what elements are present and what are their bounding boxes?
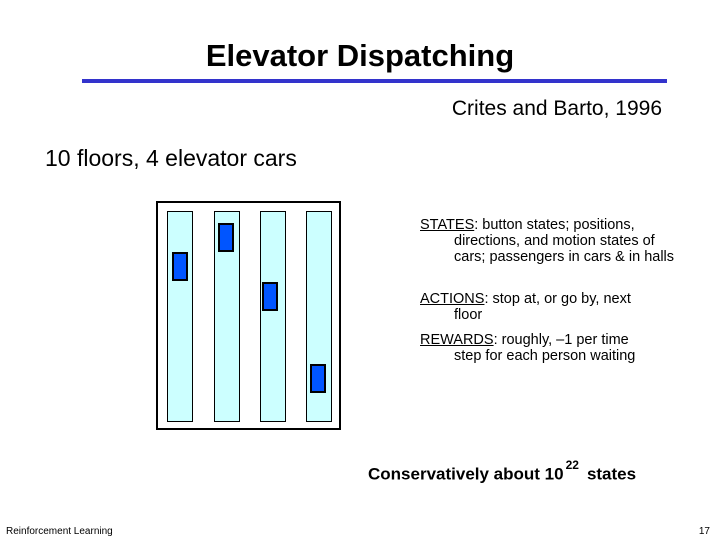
- estimate-exponent: 22: [565, 458, 579, 472]
- page-number: 17: [698, 526, 710, 537]
- elevator-car-1: [172, 252, 188, 281]
- elevator-car-3: [262, 282, 278, 311]
- elevator-building-diagram: [156, 201, 341, 430]
- subtitle: 10 floors, 4 elevator cars: [45, 145, 297, 171]
- actions-label: ACTIONS: [420, 291, 485, 307]
- rewards-description: [420, 332, 690, 364]
- actions-description: [420, 291, 690, 323]
- state-space-estimate: [368, 458, 637, 485]
- elevator-car-2: [218, 223, 234, 252]
- elevator-car-4: [310, 364, 326, 393]
- citation: Crites and Barto, 1996: [451, 97, 662, 120]
- title-underline: [82, 79, 667, 83]
- estimate-prefix: Conservatively about 10: [368, 464, 564, 484]
- elevator-shaft-3: [260, 211, 286, 422]
- actions-text: : stop at, or go by, next: [484, 291, 631, 307]
- states-label: STATES: [420, 217, 475, 233]
- actions-continuation: floor: [454, 307, 483, 323]
- estimate-suffix: states: [586, 464, 637, 484]
- states-text: : button states; positions,: [474, 217, 635, 233]
- slide-title: Elevator Dispatching: [205, 38, 515, 73]
- footer-course-title: Reinforcement Learning: [6, 526, 113, 537]
- rewards-continuation: step for each person waiting: [454, 348, 636, 364]
- rewards-text: : roughly, –1 per time: [493, 332, 629, 348]
- states-description: [420, 217, 690, 265]
- rewards-label: REWARDS: [420, 332, 494, 348]
- elevator-shaft-1: [167, 211, 193, 422]
- states-continuation: directions, and motion states of cars; passengers in cars & in halls: [454, 233, 675, 265]
